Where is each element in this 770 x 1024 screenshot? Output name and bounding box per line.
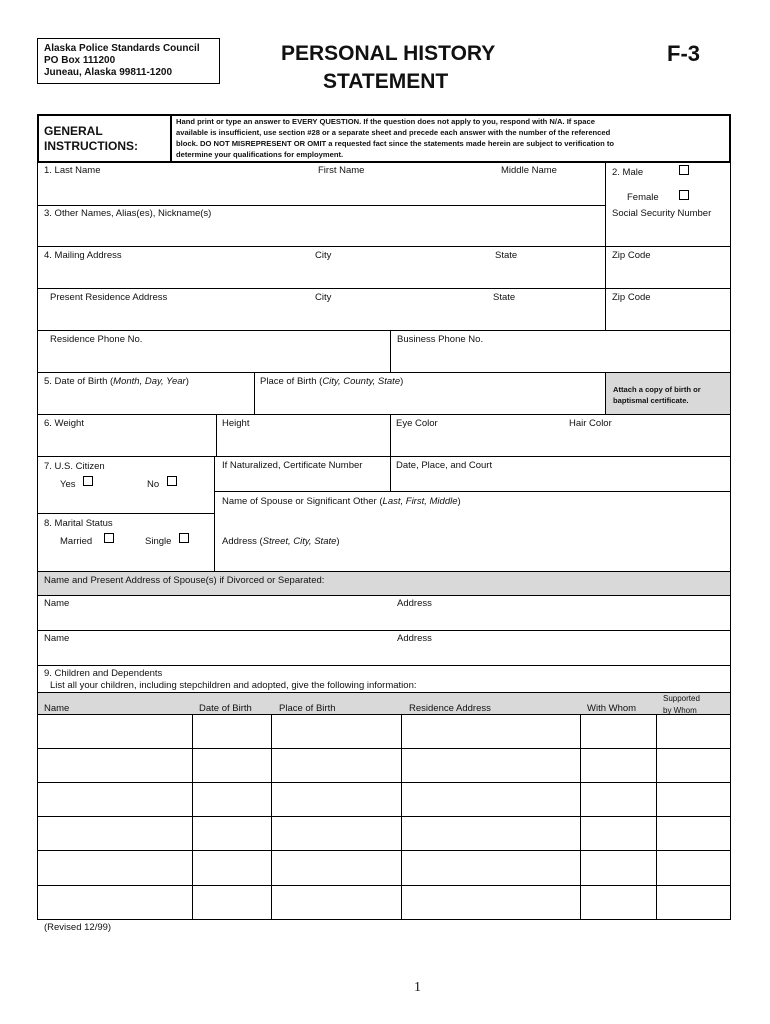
date-place-court-label: Date, Place, and Court	[396, 460, 493, 471]
male-label: 2. Male	[612, 167, 644, 178]
single-label: Single	[145, 536, 172, 547]
children-instructions: List all your children, including stepchildren and adopted, give the following information:	[50, 680, 417, 691]
male-checkbox[interactable]	[679, 165, 689, 175]
ssn-label: Social Security Number	[612, 208, 712, 219]
children-col-pob: Place of Birth	[279, 703, 336, 714]
hair-color-label: Hair Color	[569, 418, 612, 429]
citizen-yes-checkbox[interactable]	[83, 476, 93, 486]
table-row[interactable]	[38, 851, 730, 885]
last-name-label: 1. Last Name	[44, 165, 101, 176]
children-col-with-whom: With Whom	[587, 703, 637, 714]
former-spouse-address-1[interactable]	[391, 596, 730, 630]
agency-address-line2: Juneau, Alaska 99811-1200	[44, 67, 173, 78]
instructions-text-1: Hand print or type an answer to EVERY QUESTION. If the question does not apply to you, respond with N/A. If space	[176, 117, 595, 126]
agency-name: Alaska Police Standards Council	[44, 43, 200, 54]
attach-certificate-line1: Attach a copy of birth or	[613, 385, 701, 394]
citizen-yes-label: Yes	[60, 479, 76, 490]
instructions-text-4: determine your qualifications for employment.	[176, 150, 344, 159]
table-row[interactable]	[38, 817, 730, 850]
revision-date: (Revised 12/99)	[44, 922, 112, 933]
present-zip-label: Zip Code	[612, 292, 651, 303]
business-phone-label: Business Phone No.	[397, 334, 484, 345]
former-spouse-address-label-2: Address	[397, 633, 432, 644]
children-heading: 9. Children and Dependents	[44, 668, 163, 679]
other-names-label: 3. Other Names, Alias(es), Nickname(s)	[44, 208, 212, 219]
present-address-label: Present Residence Address	[50, 292, 168, 303]
table-row[interactable]	[38, 783, 730, 816]
instructions-heading-1: GENERAL	[44, 124, 103, 138]
instructions-text-2: available is insufficient, use section #28 or a separate sheet and precede each answer with the number of the referenced	[176, 128, 611, 137]
children-col-supported-1: Supported	[663, 694, 700, 703]
children-col-residence: Residence Address	[409, 703, 491, 714]
children-col-name: Name	[44, 703, 70, 714]
table-row[interactable]	[38, 886, 730, 919]
agency-address-line1: PO Box 111200	[44, 55, 116, 66]
present-city-label: City	[315, 292, 332, 303]
former-spouse-name-2[interactable]	[38, 631, 390, 665]
page-title-line1: PERSONAL HISTORY	[281, 42, 496, 65]
height-label: Height	[222, 418, 250, 429]
citizen-label: 7. U.S. Citizen	[44, 461, 105, 472]
single-checkbox[interactable]	[179, 533, 189, 543]
former-spouse-name-label-2: Name	[44, 633, 70, 644]
children-col-supported-2: by Whom	[663, 706, 697, 715]
former-spouse-name-label-1: Name	[44, 598, 70, 609]
instructions-text-3: block. DO NOT MISREPRESENT OR OMIT a requested fact since the statements made herein are subject to verification to	[176, 139, 615, 148]
weight-label: 6. Weight	[44, 418, 84, 429]
mailing-city-label: City	[315, 250, 332, 261]
marital-status-label: 8. Marital Status	[44, 518, 113, 529]
married-checkbox[interactable]	[104, 533, 114, 543]
form-number: F-3	[667, 41, 700, 66]
spouse-name-label: Name of Spouse or Significant Other (Last, First, Middle)	[222, 496, 461, 507]
attach-certificate-line2: baptismal certificate.	[613, 396, 689, 405]
citizen-no-label: No	[147, 479, 160, 490]
former-spouse-address-label-1: Address	[397, 598, 432, 609]
children-col-dob: Date of Birth	[199, 703, 252, 714]
present-state-label: State	[493, 292, 516, 303]
mailing-state-label: State	[495, 250, 518, 261]
table-row[interactable]	[38, 715, 730, 748]
naturalized-label: If Naturalized, Certificate Number	[222, 460, 363, 471]
middle-name-label: Middle Name	[501, 165, 557, 176]
mailing-address-label: 4. Mailing Address	[44, 250, 122, 261]
page-number: 1	[414, 980, 421, 995]
spouse-address-label: Address (Street, City, State)	[222, 536, 340, 547]
married-label: Married	[60, 536, 93, 547]
former-spouse-name-1[interactable]	[38, 596, 390, 630]
eye-color-label: Eye Color	[396, 418, 438, 429]
first-name-label: First Name	[318, 165, 365, 176]
citizen-no-checkbox[interactable]	[167, 476, 177, 486]
divorced-header: Name and Present Address of Spouse(s) if Divorced or Separated:	[44, 575, 325, 586]
table-row[interactable]	[38, 749, 730, 782]
former-spouse-address-2[interactable]	[391, 631, 730, 665]
female-checkbox[interactable]	[679, 190, 689, 200]
mailing-zip-label: Zip Code	[612, 250, 651, 261]
page-title-line2: STATEMENT	[323, 70, 449, 93]
spouse-address-field[interactable]	[215, 528, 730, 571]
instructions-heading-2: INSTRUCTIONS:	[44, 139, 138, 153]
dob-label: 5. Date of Birth (Month, Day, Year)	[44, 376, 189, 387]
female-label: Female	[627, 192, 659, 203]
pob-label: Place of Birth (City, County, State)	[260, 376, 404, 387]
residence-phone-label: Residence Phone No.	[50, 334, 143, 345]
